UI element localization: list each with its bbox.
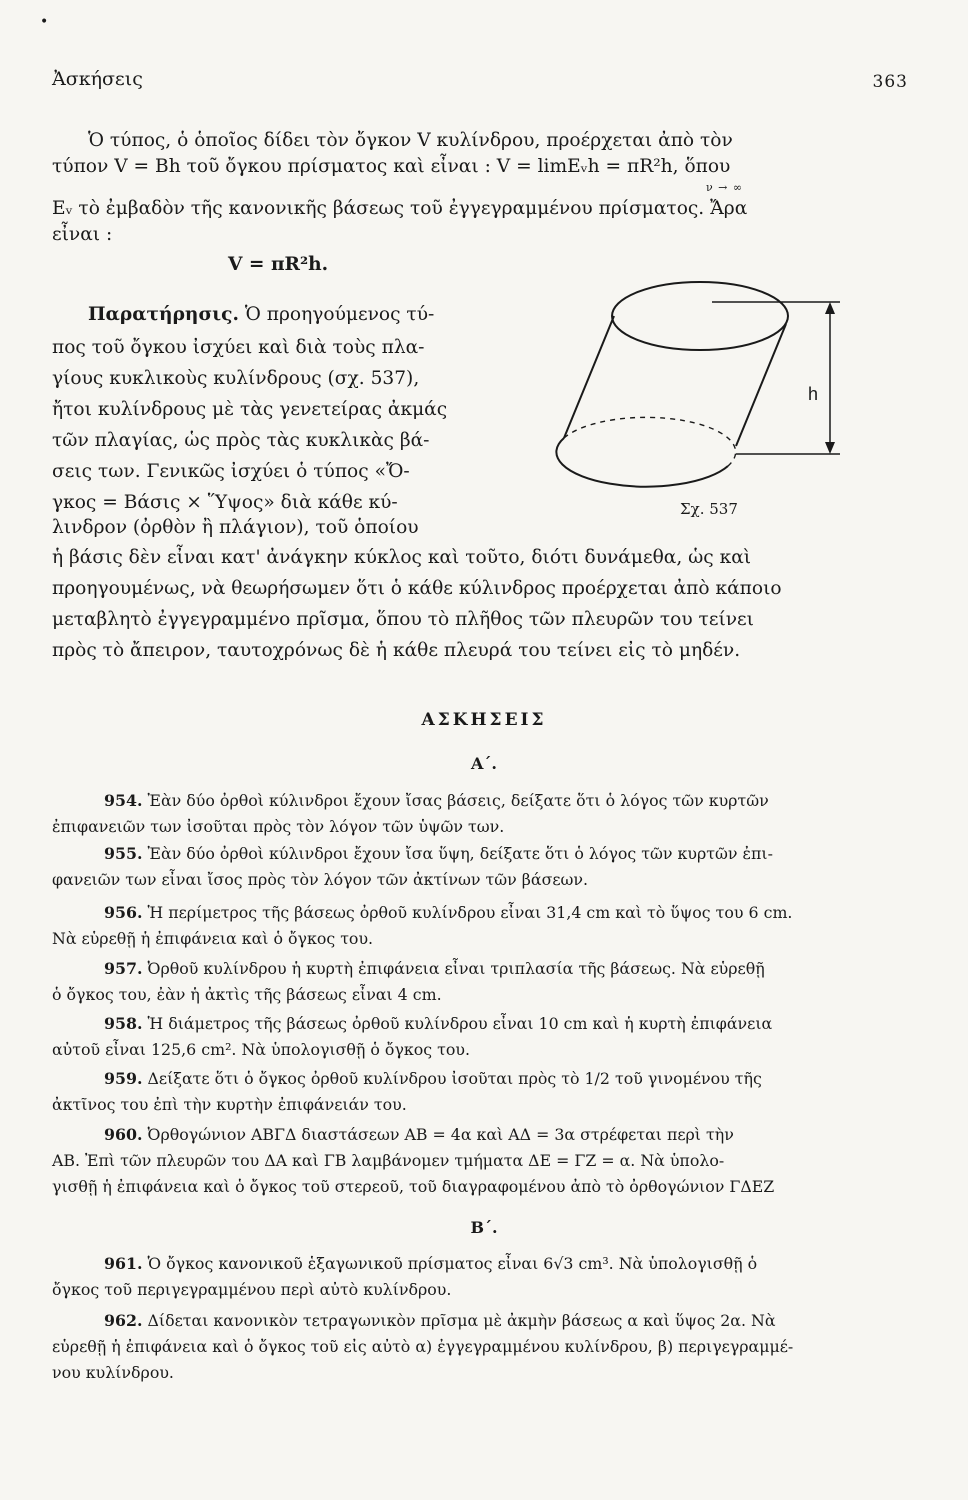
height-label: h xyxy=(808,384,819,404)
exercise-957 xyxy=(104,958,765,980)
exercise-text-line: ὄγκος τοῦ περιγεγραμμένου περὶ αὐτὸ κυλίνδρου. xyxy=(52,1280,452,1299)
exercise-number: 962. xyxy=(104,1311,143,1330)
running-header: Ἀσκήσεις xyxy=(52,68,143,90)
top-base-ellipse xyxy=(612,282,788,350)
exercise-960 xyxy=(104,1124,734,1146)
left-generatrix xyxy=(564,316,614,438)
right-generatrix xyxy=(736,324,786,446)
exercises-heading: ΑΣΚΗΣΕΙΣ xyxy=(421,710,547,730)
exercise-text-line: εὑρεθῇ ἡ ἐπιφάνεια καὶ ὁ ὄγκος τοῦ εἰς αὐτὸ α) ἐγγεγραμμένου κυλίνδρου, β) περιγεγραμμέ- xyxy=(52,1337,794,1356)
text-line: μεταβλητὸ ἐγγεγραμμένο πρῖσμα, ὅπου τὸ πλῆθος τῶν πλευρῶν του τείνει xyxy=(52,609,754,630)
text-line: Eᵥ τὸ ἐμβαδὸν τῆς κανονικῆς βάσεως τοῦ ἐγγεγραμμένου πρίσματος. Ἄρα xyxy=(52,198,748,219)
oblique-cylinder-figure xyxy=(540,268,860,493)
text-line: λινδρον (ὀρθὸν ἢ πλάγιον), τοῦ ὁποίου xyxy=(52,517,419,538)
volume-formula: V = πR²h. xyxy=(228,254,329,275)
exercise-number: 961. xyxy=(104,1254,143,1273)
remark-text: Ὁ προηγούμενος τύ- xyxy=(244,304,435,325)
exercise-954 xyxy=(104,790,769,812)
limit-subscript: ν → ∞ xyxy=(706,181,744,194)
bottom-base-hidden xyxy=(564,417,736,466)
exercise-text-line: γισθῇ ἡ ἐπιφάνεια καὶ ὁ ὄγκος τοῦ στερεοῦ, τοῦ διαγραφομένου ἀπὸ τὸ ὀρθογώνιον ΓΔΕΖ xyxy=(52,1177,775,1196)
exercise-number: 955. xyxy=(104,844,143,863)
exercise-text: Ὁ ὄγκος κανονικοῦ ἑξαγωνικοῦ πρίσματος εἶναι 6√3 cm³. Νὰ ὑπολογισθῇ ὁ xyxy=(147,1254,758,1273)
exercise-958 xyxy=(104,1013,772,1035)
exercise-text: Ἡ διάμετρος τῆς βάσεως ὀρθοῦ κυλίνδρου εἶναι 10 cm καὶ ἡ κυρτὴ ἐπιφάνεια xyxy=(147,1014,773,1033)
exercise-text: Δίδεται κανονικὸν τετραγωνικὸν πρῖσμα μὲ ἀκμὴν βάσεως α καὶ ὕψος 2α. Νὰ xyxy=(147,1311,776,1330)
height-arrow-down xyxy=(825,442,835,454)
exercise-962 xyxy=(104,1310,775,1332)
text-line: πρὸς τὸ ἄπειρον, ταυτοχρόνως δὲ ἡ κάθε πλευρά του τείνει εἰς τὸ μηδέν. xyxy=(52,640,741,661)
exercise-961 xyxy=(104,1253,757,1275)
remark-first-line xyxy=(88,302,434,328)
text-line: πος τοῦ ὄγκου ἰσχύει καὶ διὰ τοὺς πλα- xyxy=(52,337,425,358)
section-b-heading: Β΄. xyxy=(470,1218,498,1237)
exercise-text-line: ἐπιφανειῶν των ἰσοῦται πρὸς τὸν λόγον τῶν ὑψῶν των. xyxy=(52,817,505,836)
text-line: σεις των. Γενικῶς ἰσχύει ὁ τύπος «Ὄ- xyxy=(52,461,410,482)
exercise-text-line: φανειῶν των εἶναι ἴσος πρὸς τὸν λόγον τῶν ἀκτίνων τῶν βάσεων. xyxy=(52,870,589,889)
exercise-number: 954. xyxy=(104,791,143,810)
bottom-base-front xyxy=(556,438,728,487)
height-arrow-up xyxy=(825,302,835,314)
exercise-number: 958. xyxy=(104,1014,143,1033)
exercise-text: Δείξατε ὅτι ὁ ὄγκος ὀρθοῦ κυλίνδρου ἰσοῦται πρὸς τὸ 1/2 τοῦ γινομένου τῆς xyxy=(147,1069,762,1088)
exercise-text: Ἐὰν δύο ὀρθοὶ κύλινδροι ἔχουν ἴσα ὕψη, δείξατε ὅτι ὁ λόγος τῶν κυρτῶν ἐπι- xyxy=(147,844,773,863)
exercise-number: 959. xyxy=(104,1069,143,1088)
exercise-text-line: ἀκτῖνος του ἐπὶ τὴν κυρτὴν ἐπιφάνειάν του. xyxy=(52,1095,407,1114)
exercise-959 xyxy=(104,1068,762,1090)
text-line: ἡ βάσις δὲν εἶναι κατ' ἀνάγκην κύκλος καὶ τοῦτο, διότι δυνάμεθα, ὡς καὶ xyxy=(52,547,752,568)
text-line: γκος = Βάσις × Ὕψος» διὰ κάθε κύ- xyxy=(52,492,398,513)
exercise-956 xyxy=(104,902,792,924)
text-line: προηγουμένως, νὰ θεωρήσωμεν ὅτι ὁ κάθε κύλινδρος προέρχεται ἀπὸ κάποιο xyxy=(52,578,782,599)
remark-label: Παρατήρησις. xyxy=(88,304,239,325)
exercise-text: Ἐὰν δύο ὀρθοὶ κύλινδροι ἔχουν ἴσας βάσεις, δείξατε ὅτι ὁ λόγος τῶν κυρτῶν xyxy=(147,791,769,810)
exercise-text: Ὀρθοῦ κυλίνδρου ἡ κυρτὴ ἐπιφάνεια εἶναι τριπλασία τῆς βάσεως. Νὰ εὑρεθῇ xyxy=(147,959,765,978)
exercise-text-line: ΑΒ. Ἐπὶ τῶν πλευρῶν του ΔΑ καὶ ΓΒ λαμβάνομεν τμήματα ΔΕ = ΓΖ = α. Νὰ ὑπολο- xyxy=(52,1151,725,1170)
exercise-number: 960. xyxy=(104,1125,143,1144)
margin-mark: • xyxy=(40,14,49,30)
exercise-number: 956. xyxy=(104,903,143,922)
exercise-text-line: ὁ ὄγκος του, ἐὰν ἡ ἀκτὶς τῆς βάσεως εἶναι 4 cm. xyxy=(52,985,442,1004)
text-line: ἤτοι κυλίνδρους μὲ τὰς γενετείρας ἀκμάς xyxy=(52,399,448,420)
exercise-text-line: αὐτοῦ εἶναι 125,6 cm². Νὰ ὑπολογισθῇ ὁ ὄγκος του. xyxy=(52,1040,471,1059)
text-line: γίους κυκλικοὺς κυλίνδρους (σχ. 537), xyxy=(52,368,420,389)
exercise-text-line: νου κυλίνδρου. xyxy=(52,1363,174,1382)
exercise-number: 957. xyxy=(104,959,143,978)
page-number: 363 xyxy=(872,72,908,92)
text-line: εἶναι : xyxy=(52,224,113,245)
text-line: τῶν πλαγίας, ὡς πρὸς τὰς κυκλικὰς βά- xyxy=(52,430,430,451)
text-line: τύπον V = Bh τοῦ ὄγκου πρίσματος καὶ εἶναι : V = limEᵥh = πR²h, ὅπου xyxy=(52,156,731,177)
exercise-text: Ἡ περίμετρος τῆς βάσεως ὀρθοῦ κυλίνδρου εἶναι 31,4 cm καὶ τὸ ὕψος του 6 cm. xyxy=(147,903,793,922)
exercise-text-line: Νὰ εὑρεθῇ ἡ ἐπιφάνεια καὶ ὁ ὄγκος του. xyxy=(52,929,374,948)
exercise-text: Ὀρθογώνιον ΑΒΓΔ διαστάσεων ΑΒ = 4α καὶ ΑΔ = 3α στρέφεται περὶ τὴν xyxy=(147,1125,734,1144)
section-a-heading: Α΄. xyxy=(471,754,497,773)
figure-caption: Σχ. 537 xyxy=(680,500,738,518)
text-line: Ὁ τύπος, ὁ ὁποῖος δίδει τὸν ὄγκον V κυλίνδρου, προέρχεται ἀπὸ τὸν xyxy=(88,130,733,151)
exercise-955 xyxy=(104,843,773,865)
